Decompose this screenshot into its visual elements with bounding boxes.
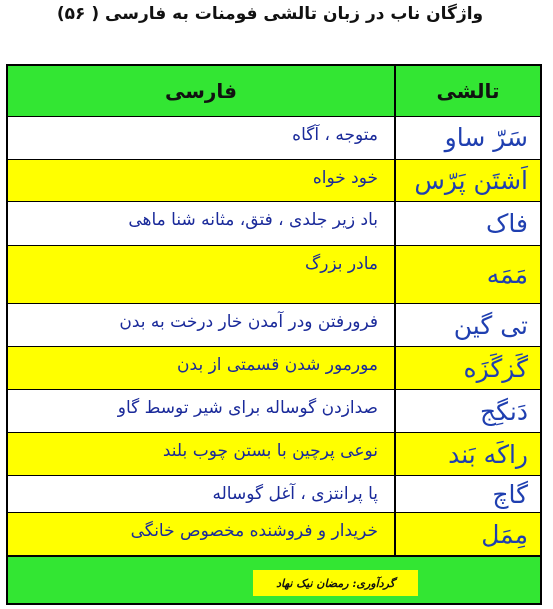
farsi-meaning: صدازدن گوساله برای شیر توسط گاو bbox=[117, 398, 378, 419]
farsi-meaning: متوجه ، آگاه bbox=[292, 124, 378, 145]
farsi-meaning: خریدار و فروشنده مخصوص خانگی bbox=[130, 521, 378, 542]
talishi-word: دَنگِج bbox=[394, 390, 540, 432]
farsi-meaning: باد زیر جلدی ، فتق، مثانه شنا ماهی bbox=[128, 209, 378, 230]
table-row bbox=[8, 513, 540, 556]
talishi-word: سَرّ ساو bbox=[394, 117, 540, 159]
credit-label: گردآوری: رمضان نیک نهاد bbox=[253, 570, 418, 596]
table-row bbox=[8, 433, 540, 476]
table-row bbox=[8, 476, 540, 513]
talishi-word: اَشتَن پَرّس bbox=[394, 160, 540, 201]
table-row bbox=[8, 246, 540, 304]
talishi-word: گَزگَزَه bbox=[394, 347, 540, 389]
farsi-meaning: مادر بزرگ bbox=[304, 253, 378, 274]
talishi-word: راکَه بَند bbox=[394, 433, 540, 475]
page-title: واژگان ناب در زبان تالشی فومنات به فارسی ( ۵۶) bbox=[56, 4, 484, 24]
farsi-meaning: مورمور شدن قسمتی از بدن bbox=[177, 355, 378, 376]
talishi-word: تی گین bbox=[394, 304, 540, 347]
talishi-word: مَمَه bbox=[394, 246, 540, 303]
table-row bbox=[8, 117, 540, 160]
table-row bbox=[8, 160, 540, 202]
talishi-word: گاچ bbox=[394, 476, 540, 512]
header-farsi: فارسی bbox=[164, 78, 238, 103]
farsi-meaning: نوعی پرچین با بستن چوب بلند bbox=[162, 441, 378, 462]
table-row bbox=[8, 347, 540, 390]
table-row bbox=[8, 304, 540, 348]
table-row bbox=[8, 390, 540, 433]
farsi-meaning: خود خواه bbox=[312, 167, 378, 188]
header-talishi: تالشی bbox=[394, 66, 540, 116]
talishi-word: مِمَل bbox=[394, 513, 540, 555]
table-header-row bbox=[8, 66, 540, 117]
table-footer bbox=[8, 556, 540, 603]
talishi-word: فاک bbox=[394, 202, 540, 245]
table-row bbox=[8, 202, 540, 246]
vocabulary-table bbox=[6, 64, 542, 605]
farsi-meaning: پا پرانتزی ، آغل گوساله bbox=[212, 484, 378, 505]
farsi-meaning: فرورفتن ودر آمدن خار درخت به بدن bbox=[119, 311, 378, 332]
